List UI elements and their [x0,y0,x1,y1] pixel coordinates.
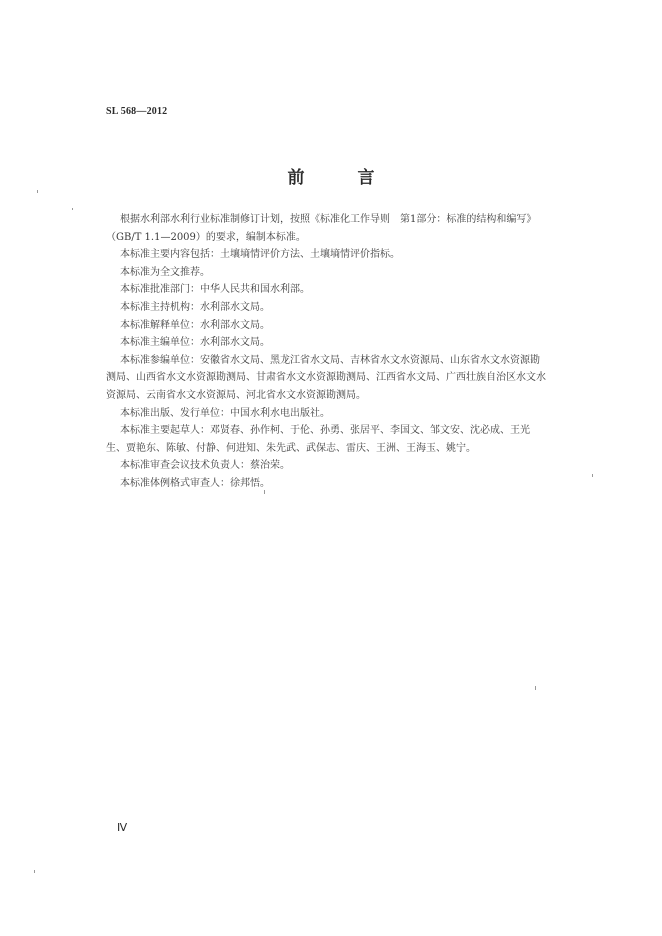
scan-speck [264,490,265,494]
paragraph-text: 本标准主要起草人：邓贤春、孙作柯、于伦、孙勇、张居平、李国文、邹文安、沈必成、王光 [120,425,530,437]
paragraph-text: 本标准出版、发行单位：中国水利水电出版社。 [120,407,330,419]
preface-body [106,211,552,493]
paragraph-continuation: 测局、山西省水文水资源勘测局、甘肃省水文水资源勘测局、江西省水文局、广西壮族自治区水文水资源局、云南省水文水资源局、河北省水文水资源勘测局。 [106,372,546,401]
scan-speck [72,208,73,210]
paragraph-text: 本标准主编单位：水利部水文局。 [120,337,270,349]
paragraph-5 [120,299,552,317]
paragraph-11 [120,457,552,475]
paragraph-9 [120,405,552,423]
paragraph-text: 本标准参编单位：安徽省水文局、黑龙江省水文局、吉林省水文水资源局、山东省水文水资源勘 [120,354,540,366]
paragraph-2 [120,246,552,264]
page-title: 前 言 [287,168,393,188]
paragraph-3 [120,264,552,282]
paragraph-text: 本标准审查会议技术负责人：蔡治荣。 [120,460,290,472]
paragraph-12 [120,475,552,493]
paragraph-text: 本标准批准部门：中华人民共和国水利部。 [120,284,310,296]
paragraph-1 [106,211,552,246]
paragraph-7 [120,334,552,352]
paragraph-text: 本标准体例格式审查人：徐邦悟。 [120,477,270,489]
paragraph-continuation: 生、贾艳东、陈敏、付静、何进知、朱先武、武保志、雷庆、王洲、王海玉、姚宁。 [106,442,476,454]
paragraph-text: 本标准为全文推荐。 [120,266,210,278]
paragraph-text: 根据水利部水利行业标准制修订计划，按照《标准化工作导则 第1部分：标准的结构和编写》 [120,214,537,225]
paragraph-text: 本标准解释单位：水利部水文局。 [120,319,270,331]
scan-speck [592,474,593,477]
paragraph-continuation: （GB/T 1.1—2009）的要求，编制本标准。 [106,231,306,243]
scan-speck [34,870,35,873]
paragraph-6 [120,317,552,335]
paragraph-text: 本标准主要内容包括：土壤墒情评价方法、土壤墒情评价指标。 [120,249,400,261]
scan-speck [535,686,536,690]
paragraph-text: 本标准主持机构：水利部水文局。 [120,301,270,313]
standard-code: SL 568—2012 [106,106,168,117]
page-number: Ⅳ [117,822,128,834]
paragraph-4 [120,281,552,299]
scan-speck [37,190,38,193]
paragraph-8 [106,352,552,405]
paragraph-10 [106,422,552,457]
